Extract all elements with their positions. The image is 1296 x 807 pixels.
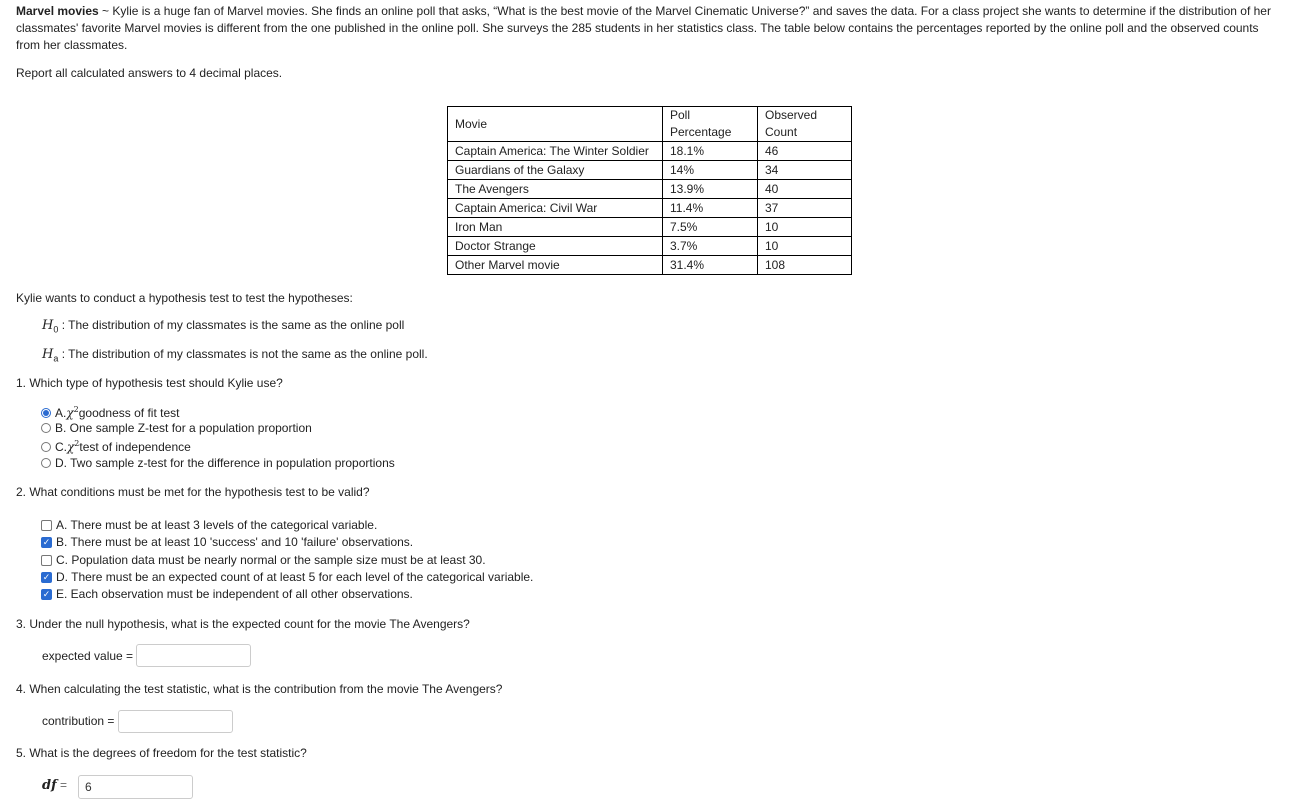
table-row xyxy=(448,180,852,199)
q2-option-d[interactable]: ✓ D. There must be an expected count of at least 5 for each level of the categorical variable. xyxy=(42,570,534,584)
radio-icon[interactable] xyxy=(41,442,51,452)
contribution-label: contribution = xyxy=(42,714,115,728)
cell-movie: Guardians of the Galaxy xyxy=(448,161,663,180)
q1-option-d[interactable]: D. Two sample z-test for the difference in population proportions xyxy=(41,456,395,470)
q2-option-e[interactable]: ✓ E. Each observation must be independent of all other observations. xyxy=(42,587,413,601)
cell-poll: 31.4% xyxy=(663,256,758,275)
q2-option-a[interactable]: A. There must be at least 3 levels of the categorical variable. xyxy=(41,518,377,532)
cell-count: 34 xyxy=(758,161,852,180)
cell-count: 46 xyxy=(758,142,852,161)
radio-icon[interactable] xyxy=(41,423,51,433)
checkbox-checked-icon[interactable]: ✓ xyxy=(42,571,51,582)
cell-count: 10 xyxy=(758,218,852,237)
report-note: Report all calculated answers to 4 decimal places. xyxy=(16,66,283,80)
cell-count: 10 xyxy=(758,237,852,256)
cell-movie: Captain America: The Winter Soldier xyxy=(448,142,663,161)
cell-poll: 14% xyxy=(663,161,758,180)
cell-poll: 11.4% xyxy=(663,199,758,218)
cell-movie: The Avengers xyxy=(448,180,663,199)
cell-count: 40 xyxy=(758,180,852,199)
header-movie: Movie xyxy=(448,107,663,142)
radio-selected-icon[interactable] xyxy=(41,408,51,418)
df-input[interactable] xyxy=(78,775,193,799)
cell-movie: Captain America: Civil War xyxy=(448,199,663,218)
checkbox-checked-icon[interactable]: ✓ xyxy=(42,536,51,547)
q1-option-a[interactable]: A. $\chi^2$ goodness of fit test xyxy=(41,405,179,420)
ha-subscript: a xyxy=(53,353,59,364)
question-2: 2. What conditions must be met for the hypothesis test to be valid? xyxy=(16,485,370,499)
radio-icon[interactable] xyxy=(41,458,51,468)
table-row xyxy=(448,142,852,161)
cell-count: 108 xyxy=(758,256,852,275)
q2-option-b[interactable]: ✓ B. There must be at least 10 'success' and 10 'failure' observations. xyxy=(42,535,414,549)
q2-option-c[interactable]: C. Population data must be nearly normal or the sample size must be at least 30. xyxy=(41,553,486,567)
table-row xyxy=(448,161,852,180)
question-3: 3. Under the null hypothesis, what is the expected count for the movie The Avengers? xyxy=(16,617,470,631)
df-label: df = xyxy=(42,778,68,793)
ha-symbol: H xyxy=(42,347,54,362)
h0-text: : The distribution of my classmates is the same as the online poll xyxy=(58,318,405,332)
checkbox-icon[interactable] xyxy=(41,520,52,531)
ha-text: : The distribution of my classmates is not the same as the online poll. xyxy=(58,347,428,361)
h0-symbol: H xyxy=(42,318,54,333)
checkbox-checked-icon[interactable]: ✓ xyxy=(42,588,51,599)
table-row xyxy=(448,237,852,256)
cell-poll: 7.5% xyxy=(663,218,758,237)
expected-value-label: expected value = xyxy=(42,649,134,663)
q1-option-b[interactable]: B. One sample Z-test for a population proportion xyxy=(41,421,312,435)
table-row xyxy=(448,218,852,237)
header-poll: Poll Percentage xyxy=(663,107,758,142)
null-hypothesis xyxy=(42,318,404,334)
cell-movie: Iron Man xyxy=(448,218,663,237)
cell-poll: 18.1% xyxy=(663,142,758,161)
cell-poll: 13.9% xyxy=(663,180,758,199)
table-row xyxy=(448,199,852,218)
problem-text: ~ Kylie is a huge fan of Marvel movies. She finds an online poll that asks, “What is the best movie of the Marvel Cinematic Universe?” and saves the data. For a class project she wants to determine if the distribution of her classmates' favorite Marvel movies is different from the one published in the online poll. She surveys the 285 students in her statistics class. The table below contains the percentages reported by the online poll and the observed counts from her classmates. xyxy=(16,4,1271,52)
cell-count: 37 xyxy=(758,199,852,218)
q1-option-c[interactable]: C. $\chi^2$ test of independence xyxy=(41,439,191,454)
checkbox-icon[interactable] xyxy=(41,555,52,566)
table-row xyxy=(448,256,852,275)
hypotheses-lead: Kylie wants to conduct a hypothesis test to test the hypotheses: xyxy=(16,291,353,305)
cell-movie: Other Marvel movie xyxy=(448,256,663,275)
alternative-hypothesis xyxy=(42,347,428,363)
data-table xyxy=(447,106,852,275)
cell-movie: Doctor Strange xyxy=(448,237,663,256)
table-header-row xyxy=(448,107,852,142)
problem-intro xyxy=(16,3,1278,54)
h0-subscript: 0 xyxy=(53,324,59,335)
cell-poll: 3.7% xyxy=(663,237,758,256)
question-5: 5. What is the degrees of freedom for the test statistic? xyxy=(16,746,307,760)
question-4: 4. When calculating the test statistic, what is the contribution from the movie The Avengers? xyxy=(16,682,503,696)
header-observed: Observed Count xyxy=(758,107,852,142)
problem-title: Marvel movies xyxy=(16,4,99,18)
contribution-input[interactable] xyxy=(118,710,233,733)
expected-value-input[interactable] xyxy=(136,644,251,667)
question-1: 1. Which type of hypothesis test should Kylie use? xyxy=(16,376,283,390)
